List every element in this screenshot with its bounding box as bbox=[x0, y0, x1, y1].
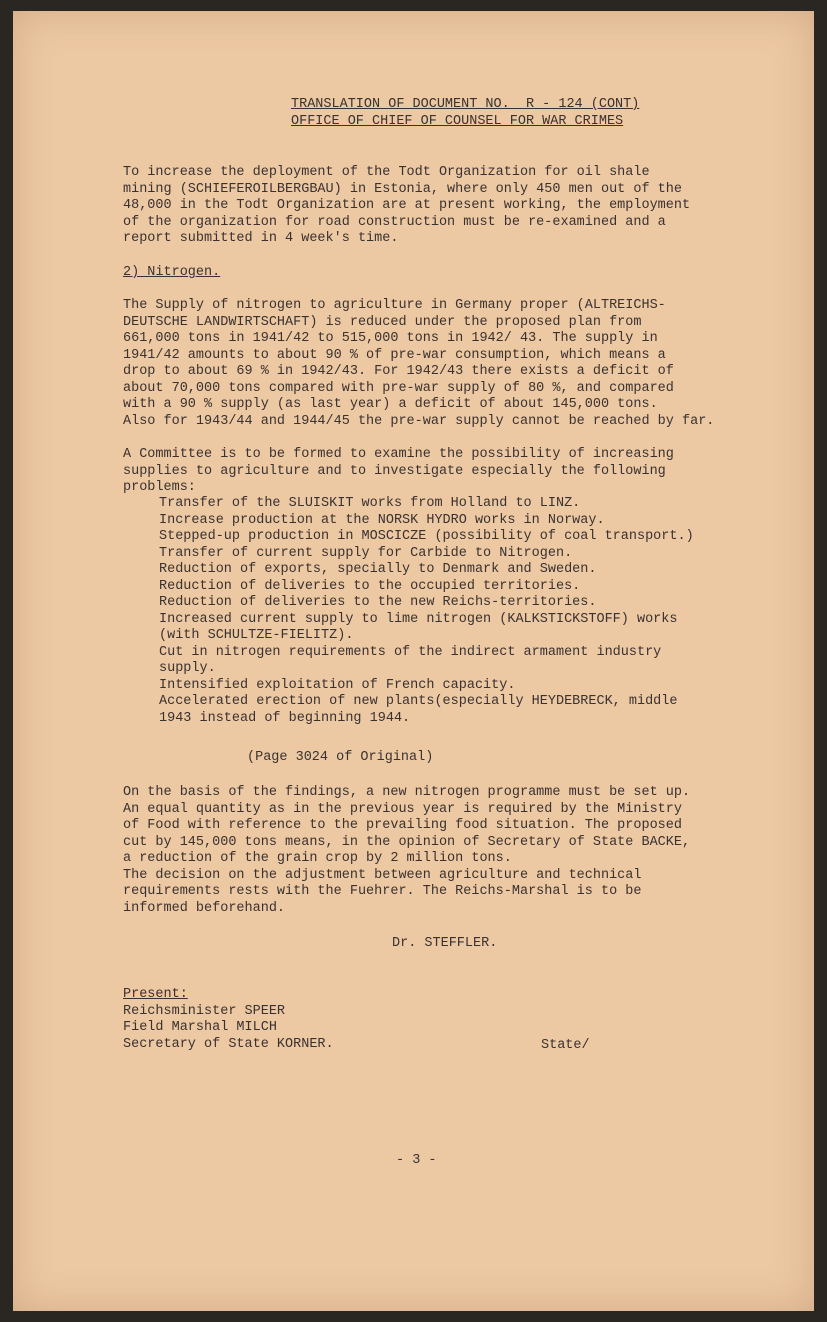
header-line-1: TRANSLATION OF DOCUMENT NO. R - 124 (CONT) bbox=[291, 97, 640, 112]
list-item: Increase production at the NORSK HYDRO works in Norway. bbox=[159, 512, 605, 528]
list-item: Stepped-up production in MOSCICZE (possibility of coal transport.) bbox=[159, 529, 694, 544]
list-item: Reduction of deliveries to the occupied territories. bbox=[159, 578, 581, 594]
continuation-note: State/ bbox=[541, 1038, 590, 1053]
attendee: Secretary of State KORNER. bbox=[123, 1036, 334, 1052]
list-item: Transfer of the SLUISKIT works from Holland to LINZ. bbox=[159, 496, 581, 511]
list-item: Cut in nitrogen requirements of the indirect armament industry supply. bbox=[159, 644, 662, 676]
paragraph-nitrogen-supply: The Supply of nitrogen to agriculture in Germany proper (ALTREICHS- DEUTSCHE LANDWIRTSCHAFT) is reduced under the proposed plan from 661,000 tons in 1941/42 to 515,000 tons in 1942/ 43. The supply in 1941/42 amounts to about 90 % of pre-war consumption, which means a drop to about 69 % in 1942/43. For 1942/43 there exists a deficit of about 70,000 tons compared with pre-war supply of 80 %, and compared with a 90 % supply (as last year) a deficit of about 145,000 tons. Also for 1943/44 and 1944/45 the pre-war supply cannot be reached by far. bbox=[123, 298, 715, 429]
header-line-2: OFFICE OF CHIEF OF COUNSEL FOR WAR CRIMES bbox=[291, 114, 624, 129]
paragraph-oil-shale: To increase the deployment of the Todt Organization for oil shale mining (SCHIEFEROILBERGBAU) in Estonia, where only 450 men out of the 48,000 in the Todt Organization are at present working, the employment of the organization for road construction must be re-examined and a report submitted in 4 week's time. bbox=[123, 165, 691, 246]
section-heading-nitrogen: 2) Nitrogen. bbox=[123, 265, 221, 280]
paragraph-committee: A Committee is to be formed to examine the possibility of increasing supplies to agriculture and to investigate especially the following problems: bbox=[123, 447, 674, 495]
list-item: Transfer of current supply for Carbide to Nitrogen. bbox=[159, 545, 573, 561]
list-item: Reduction of exports, specially to Denmark and Sweden. bbox=[159, 562, 597, 577]
attendee: Reichsminister SPEER bbox=[123, 1003, 286, 1019]
document-page bbox=[13, 11, 814, 1311]
page-number: - 3 - bbox=[396, 1153, 437, 1168]
list-item: Increased current supply to lime nitrogen (KALKSTICKSTOFF) works (with SCHULTZE-FIELITZ). bbox=[159, 611, 678, 643]
list-item: Reduction of deliveries to the new Reichs-territories. bbox=[159, 595, 597, 610]
attendee: Field Marshal MILCH bbox=[123, 1020, 277, 1035]
problems-list bbox=[159, 496, 694, 727]
signature: Dr. STEFFLER. bbox=[392, 936, 498, 951]
present-heading: Present: bbox=[123, 987, 188, 1002]
list-item: Accelerated erection of new plants(especially HEYDEBRECK, middle 1943 instead of beginning 1944. bbox=[159, 694, 678, 726]
paragraph-programme: On the basis of the findings, a new nitrogen programme must be set up. An equal quantity as in the previous year is required by the Ministry of Food with reference to the prevailing food situation. The proposed cut by 145,000 tons means, in the opinion of Secretary of State BACKE, a reduction of the grain crop by 2 million tons. The decision on the adjustment between agriculture and technical requirements rests with the Fuehrer. The Reichs-Marshal is to be informed beforehand. bbox=[123, 785, 691, 916]
present-list bbox=[123, 987, 334, 1053]
list-item: Intensified exploitation of French capacity. bbox=[159, 677, 516, 693]
page-reference: (Page 3024 of Original) bbox=[247, 750, 434, 765]
